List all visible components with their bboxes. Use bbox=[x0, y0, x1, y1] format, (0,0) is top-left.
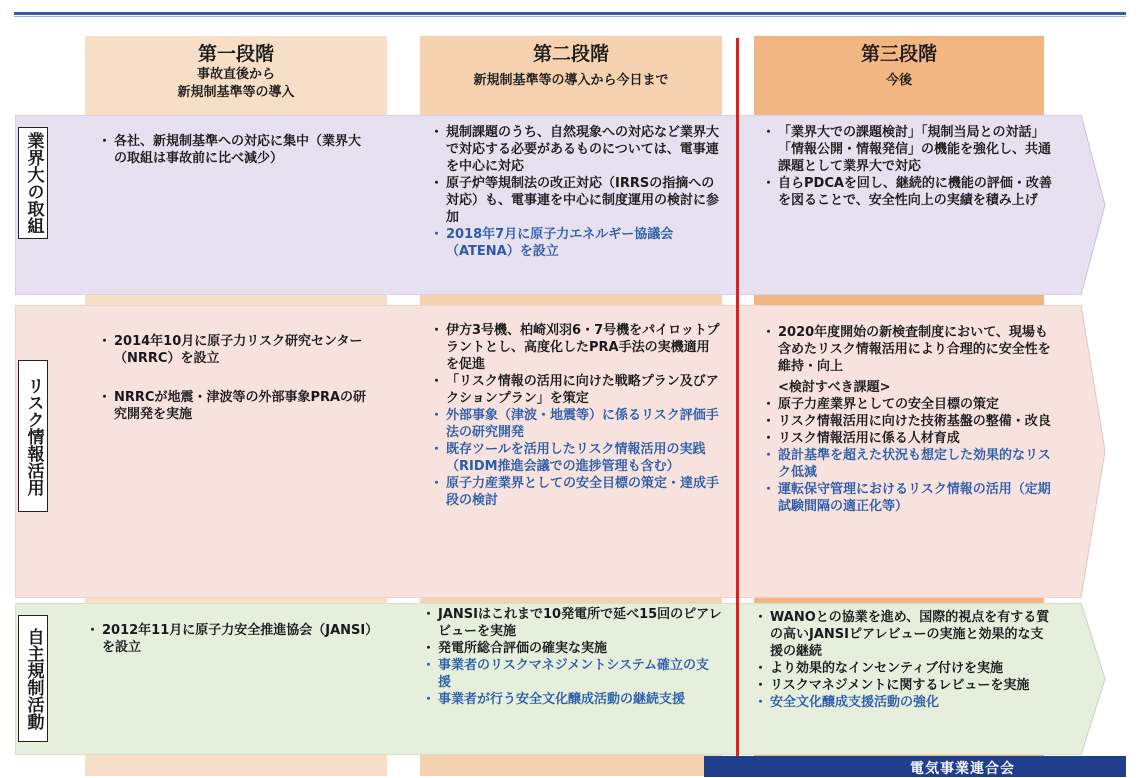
stage-1-subtitle-1: 事故直後から bbox=[196, 67, 275, 82]
footer-organization: 電気事業連合会 bbox=[910, 761, 1015, 777]
stage-1-title: 第一段階 bbox=[197, 43, 274, 65]
cell-r1-c3 bbox=[764, 124, 1054, 209]
list-item: ・ 2018年7月に原子力エネルギー協議会（ATENA）を設立 bbox=[432, 226, 722, 260]
list-item: ・ 「業界大での課題検討」「規制当局との対話」「情報公開・情報発信」の機能を強化し、共通課題として業界大で対応 bbox=[764, 124, 1054, 175]
list-item: ・ リスク情報活用に向けた技術基盤の整備・改良 bbox=[764, 413, 1056, 430]
list-item: ・ 既存ツールを活用したリスク情報活用の実践（RIDM推進会議での進捗管理も含む） bbox=[432, 441, 722, 475]
list-item: ・ 自らPDCAを回し、継続的に機能の評価・改善を図ることで、安全性向上の実績を積み上げ bbox=[764, 175, 1054, 209]
list-item: ・ 事業者のリスクマネジメントシステム確立の支援 bbox=[424, 657, 722, 691]
list-item: ・ リスクマネジメントに関するレビューを実施 bbox=[756, 677, 1056, 694]
cell-r3-c2 bbox=[424, 606, 722, 708]
list-item: ・ 原子力産業界としての安全目標の策定 bbox=[764, 396, 1056, 413]
column-header-stage-2 bbox=[420, 36, 722, 112]
list-item: ・ 原子力産業界としての安全目標の策定・達成手段の検討 bbox=[432, 475, 722, 509]
list-item: ・ JANSIはこれまで10発電所で延べ15回のピアレビューを実施 bbox=[424, 606, 722, 640]
list-item: ・ リスク情報活用に係る人材育成 bbox=[764, 430, 1056, 447]
cell-r2-c3 bbox=[764, 324, 1056, 515]
list-item: ・ 伊方3号機、柏崎刈羽6・7号機をパイロットプラントとし、高度化したPRA手法の実機適用を促進 bbox=[432, 322, 722, 373]
row-label-industry: 業界大の取組 bbox=[18, 127, 48, 239]
top-rule bbox=[14, 12, 1126, 15]
stage-3-title: 第三段階 bbox=[860, 43, 937, 65]
cell-r1-c2 bbox=[432, 124, 722, 260]
stage-2-title: 第二段階 bbox=[532, 43, 609, 65]
list-item: ・ 事業者が行う安全文化醸成活動の継続支援 bbox=[424, 691, 722, 708]
list-item: ・ 安全文化醸成支援活動の強化 bbox=[756, 694, 1056, 711]
list-item: ・ 各社、新規制基準への対応に集中（業界大の取組は事故前に比べ減少） bbox=[100, 133, 370, 167]
top-rule-thin bbox=[14, 16, 1126, 17]
stage-3-subtitle: 今後 bbox=[885, 73, 912, 88]
list-item: ・ 原子炉等規制法の改正対応（IRRSの指摘への対応）も、電事連を中心に制度運用の検討に参加 bbox=[432, 175, 722, 226]
stage-1-subtitle-2: 新規制基準等の導入 bbox=[177, 85, 295, 100]
list-item: ・ 発電所総合評価の確実な実施 bbox=[424, 640, 722, 657]
list-item: ・ NRRCが地震・津波等の外部事象PRAの研究開発を実施 bbox=[100, 389, 370, 423]
list-item: ・ 外部事象（津波・地震等）に係るリスク評価手法の研究開発 bbox=[432, 407, 722, 441]
list-item: ・ WANOとの協業を進め、国際的視点を有する質の高いJANSIピアレビューの実施と効果的な支援の継続 bbox=[756, 609, 1056, 660]
cell-r1-c1 bbox=[100, 133, 370, 167]
row-label-self-regulation: 自主規制活動 bbox=[18, 615, 48, 742]
list-item: ・ 「リスク情報の活用に向けた戦略プラン及びアクションプラン」を策定 bbox=[432, 373, 722, 407]
list-item: ・ より効果的なインセンティブ付けを実施 bbox=[756, 660, 1056, 677]
row-label-risk: リスク情報活用 bbox=[18, 360, 48, 512]
cell-r2-c1 bbox=[100, 333, 370, 423]
list-item: ・ 2020年度開始の新検査制度において、現場も含めたリスク情報活用により合理的に安全性を維持・向上 bbox=[764, 324, 1056, 375]
list-item: ・ 2014年10月に原子力リスク研究センター（NRRC）を設立 bbox=[100, 333, 370, 367]
list-item: ・ 規制課題のうち、自然現象への対応など業界大で対応する必要があるものについては、電事連を中心に対応 bbox=[432, 124, 722, 175]
present-divider-line bbox=[736, 38, 739, 777]
cell-r3-c1 bbox=[88, 622, 378, 656]
cell-r3-c3 bbox=[756, 609, 1056, 711]
list-item: ・ 2012年11月に原子力安全推進協会（JANSI）を設立 bbox=[88, 622, 378, 656]
stage-2-subtitle: 新規制基準等の導入から今日まで bbox=[473, 73, 669, 88]
list-item: <検討すべき課題> bbox=[778, 380, 891, 395]
cell-r2-c2 bbox=[432, 322, 722, 509]
list-item: ・ 運転保守管理におけるリスク情報の活用（定期試験間隔の適正化等） bbox=[764, 481, 1056, 515]
list-item: ・ 設計基準を超えた状況も想定した効果的なリスク低減 bbox=[764, 447, 1056, 481]
column-header-stage-1 bbox=[85, 36, 387, 112]
column-header-stage-3 bbox=[754, 36, 1044, 112]
